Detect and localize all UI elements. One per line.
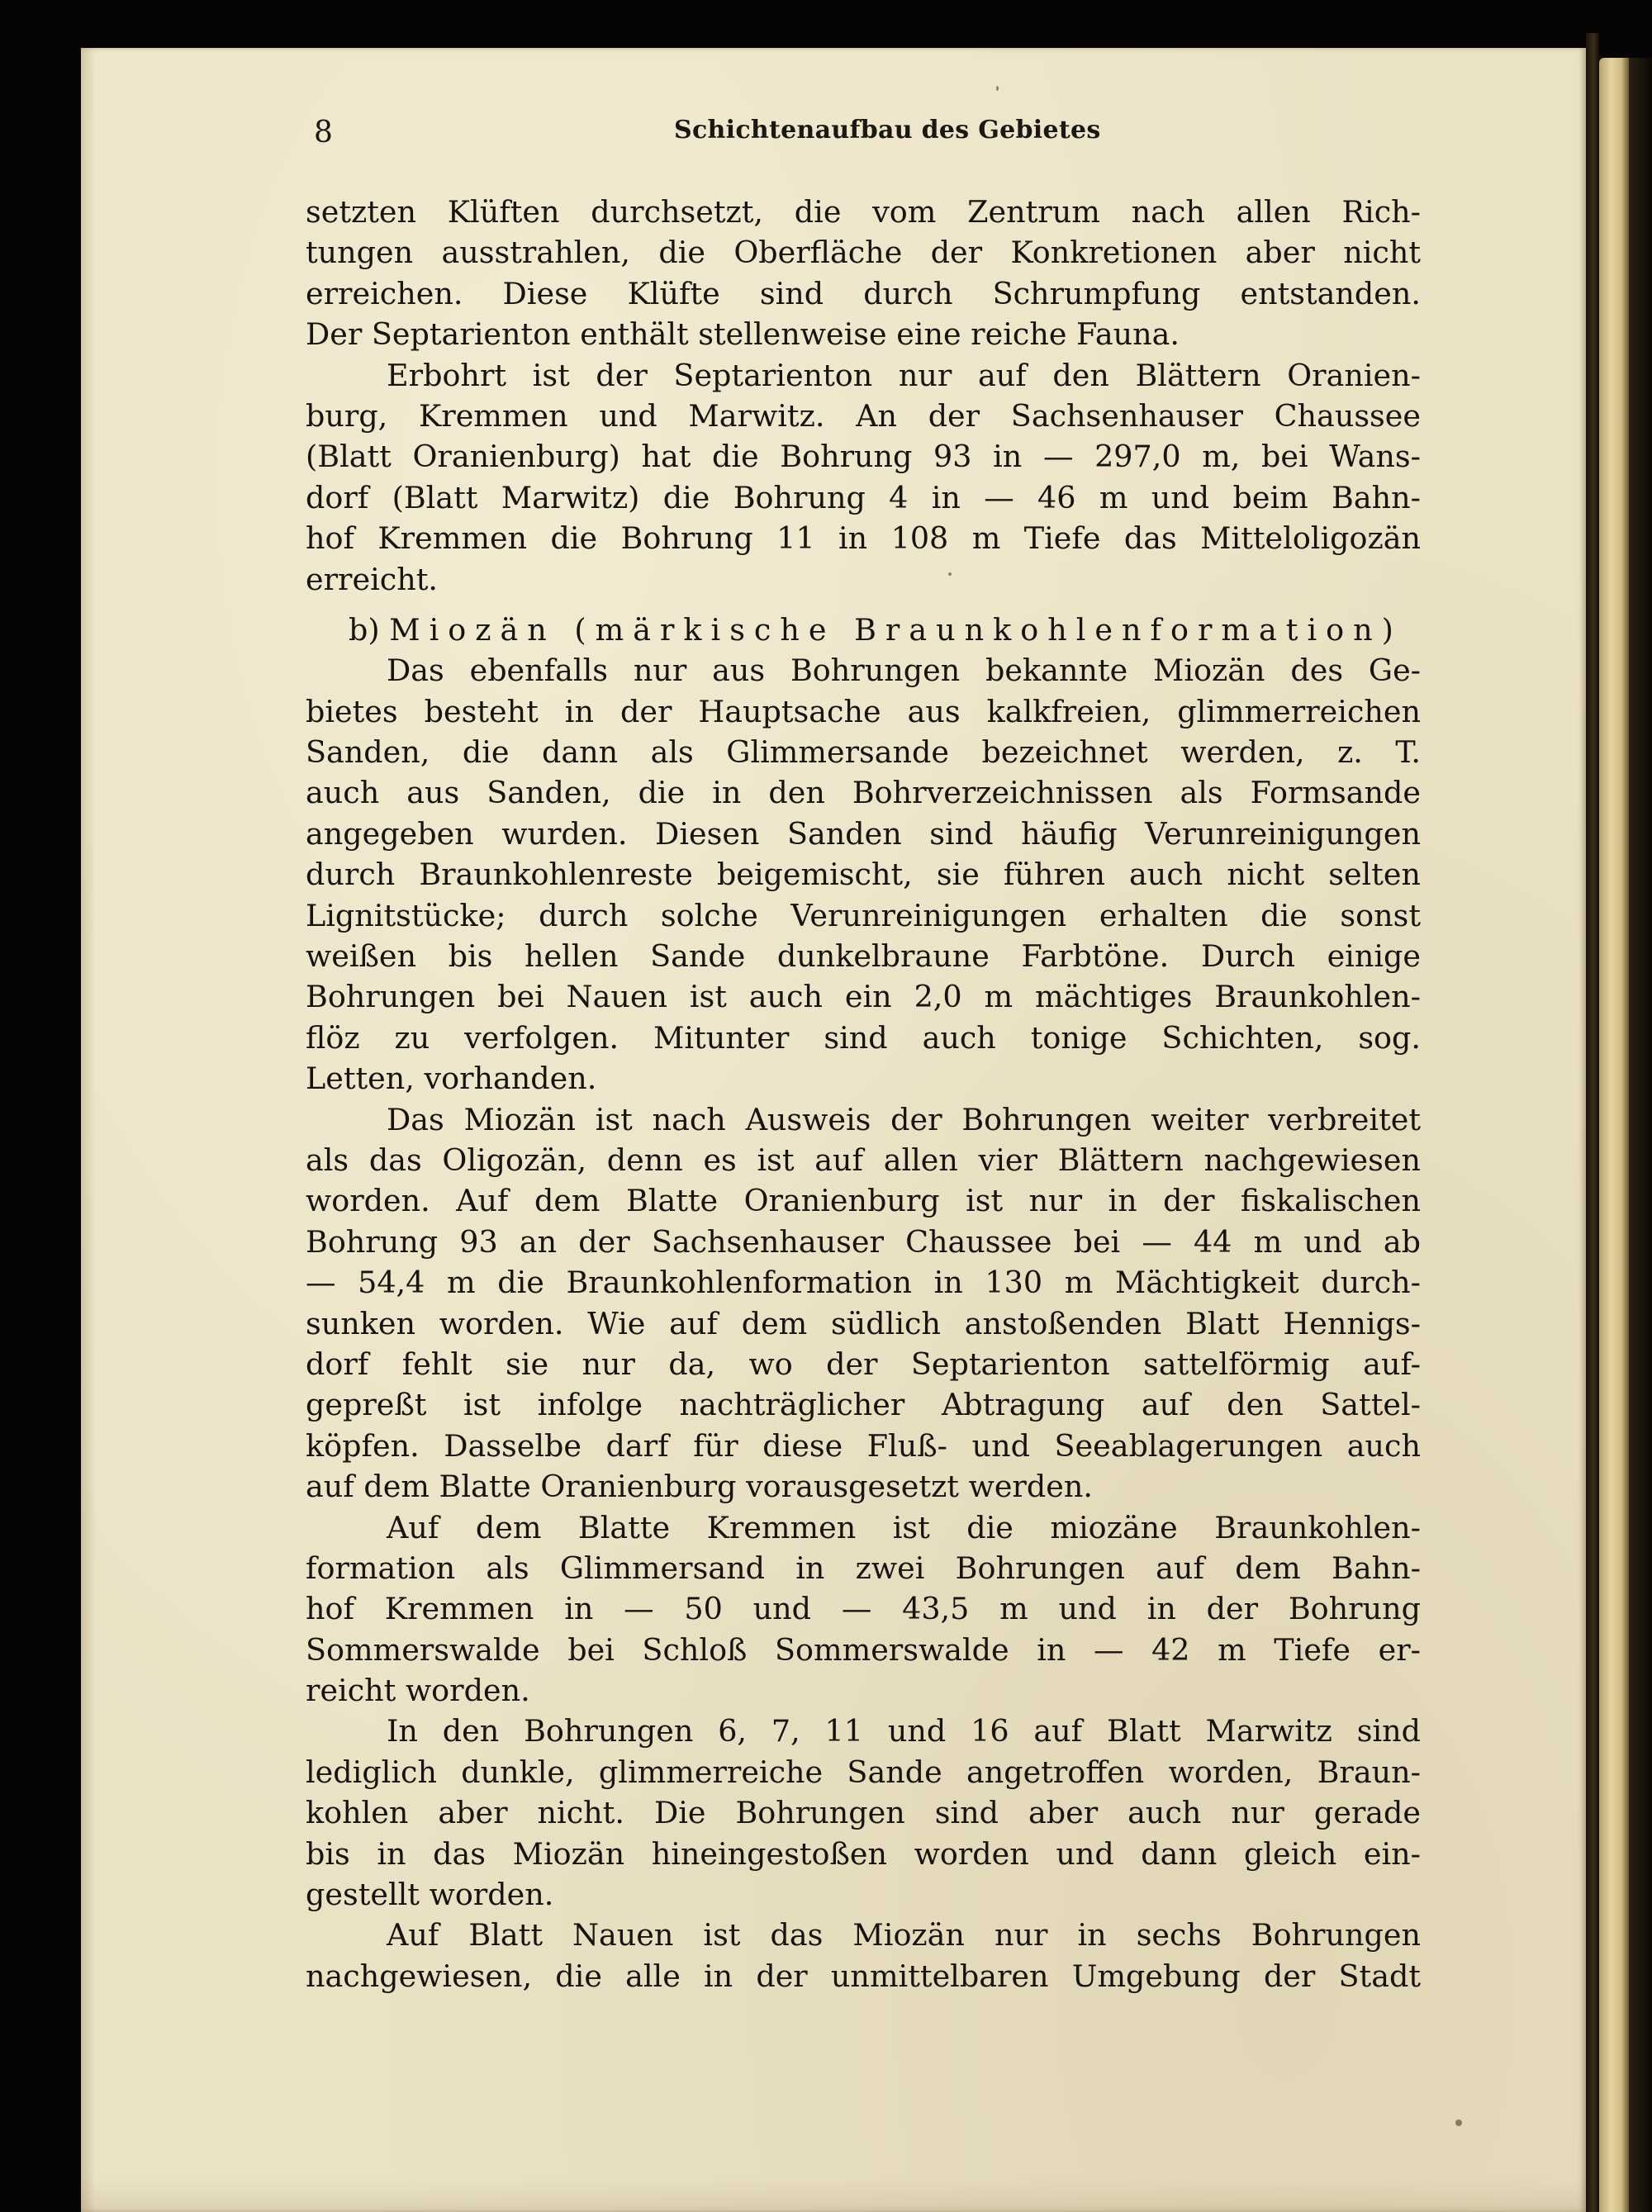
text-line: erreichen. Diese Klüfte sind durch Schrumpfung entstanden.	[306, 275, 1421, 311]
text-line: nachgewiesen, die alle in der unmittelbaren Umgebung der Stadt	[306, 1958, 1421, 1994]
text-line: auch aus Sanden, die in den Bohrverzeichnissen als Formsande	[306, 775, 1421, 811]
text-line: Auf Blatt Nauen ist das Miozän nur in sechs Bohrungen	[387, 1917, 1421, 1953]
heading-spaced-text: Miozän (märkische Braunkohlenformation)	[389, 611, 1403, 648]
text-line: burg, Kremmen und Marwitz. An der Sachsenhauser Chaussee	[306, 397, 1421, 434]
text-line: Erbohrt ist der Septarienton nur auf den Blättern Oranien-	[387, 357, 1421, 393]
text-line: Lignitstücke; durch solche Verunreinigungen erhalten die sonst	[306, 897, 1421, 933]
text-line: kohlen aber nicht. Die Bohrungen sind aber auch nur gerade	[306, 1795, 1421, 1831]
next-leaf-edge	[1599, 58, 1629, 2212]
text-line: In den Bohrungen 6, 7, 11 und 16 auf Blatt Marwitz sind	[387, 1713, 1421, 1749]
paragraph-septarienton-continued	[306, 192, 1421, 355]
text-line: (Blatt Oranienburg) hat die Bohrung 93 in — 297,0 m, bei Wans-	[306, 439, 1421, 475]
text-line: tungen ausstrahlen, die Oberfläche der Konkretionen aber nicht	[306, 235, 1421, 271]
text-line: flöz zu verfolgen. Mitunter sind auch tonige Schichten, sog.	[306, 1019, 1421, 1056]
text-line: worden. Auf dem Blatte Oranienburg ist nur in der fiskalischen	[306, 1183, 1421, 1219]
binding-gap	[1586, 33, 1599, 2212]
text-line: Auf dem Blatte Kremmen ist die miozäne Braunkohlen-	[387, 1509, 1421, 1545]
body-text	[306, 192, 1421, 1996]
page-number: 8	[314, 116, 333, 150]
text-line: gepreßt ist infolge nachträglicher Abtragung auf den Sattel-	[306, 1387, 1421, 1423]
text-line: formation als Glimmersand in zwei Bohrungen auf dem Bahn-	[306, 1550, 1421, 1586]
text-line: Bohrungen bei Nauen ist auch ein 2,0 m mächtiges Braunkohlen-	[306, 979, 1421, 1015]
text-line: Sommerswalde bei Schloß Sommerswalde in — 42 m Tiefe er-	[306, 1631, 1421, 1668]
paragraph-marwitz	[306, 1711, 1421, 1915]
heading-prefix: b)	[349, 611, 390, 648]
paragraph-erbohrt	[306, 355, 1421, 600]
section-heading	[306, 610, 1421, 650]
text-line: dorf (Blatt Marwitz) die Bohrung 4 in — 46 m und beim Bahn-	[306, 479, 1421, 515]
paragraph-nauen	[306, 1915, 1421, 1996]
text-line: als das Oligozän, denn es ist auf allen vier Blättern nachgewiesen	[306, 1142, 1421, 1178]
right-shadow	[1629, 58, 1652, 2212]
text-line: Das Miozän ist nach Ausweis der Bohrungen weiter verbreitet	[387, 1101, 1421, 1137]
text-line: durch Braunkohlenreste beigemischt, sie führen auch nicht selten	[306, 857, 1421, 893]
paragraph-verbreitung	[306, 1099, 1421, 1507]
text-line: hof Kremmen in — 50 und — 43,5 m und in der Bohrung	[306, 1591, 1421, 1627]
text-line: angegeben wurden. Diesen Sanden sind häufig Verunreinigungen	[306, 815, 1421, 852]
running-head: Schichtenaufbau des Gebietes	[674, 116, 1101, 145]
text-line: reicht worden.	[306, 1673, 530, 1709]
text-line: Letten, vorhanden.	[306, 1061, 597, 1097]
text-line: hof Kremmen die Bohrung 11 in 108 m Tiefe das Mitteloligozän	[306, 520, 1421, 557]
text-line: Der Septarienton enthält stellenweise eine reiche Fauna.	[306, 316, 1180, 353]
text-line: Bohrung 93 an der Sachsenhauser Chaussee bei — 44 m und ab	[306, 1223, 1421, 1260]
text-line: dorf fehlt sie nur da, wo der Septarienton sattelförmig auf-	[306, 1346, 1421, 1382]
text-line: sunken worden. Wie auf dem südlich anstoßenden Blatt Hennigs-	[306, 1305, 1421, 1341]
text-line: köpfen. Dasselbe darf für diese Fluß- und Seeablagerungen auch	[306, 1427, 1421, 1464]
text-line: lediglich dunkle, glimmerreiche Sande angetroffen worden, Braun-	[306, 1754, 1421, 1790]
text-line: setzten Klüften durchsetzt, die vom Zentrum nach allen Rich-	[306, 194, 1421, 230]
text-line: Sanden, die dann als Glimmersande bezeichnet werden, z. T.	[306, 734, 1421, 771]
text-line: erreicht.	[306, 561, 438, 597]
paper-speck	[996, 86, 999, 91]
text-line: weißen bis hellen Sande dunkelbraune Farbtöne. Durch einige	[306, 938, 1421, 975]
section-heading-miozaen	[306, 610, 1421, 650]
text-line: bietes besteht in der Hauptsache aus kalkfreien, glimmerreichen	[306, 693, 1421, 729]
text-line: bis in das Miozän hineingestoßen worden und dann gleich ein-	[306, 1835, 1421, 1872]
paragraph-kremmen	[306, 1507, 1421, 1711]
text-line: — 54,4 m die Braunkohlenformation in 130 m Mächtigkeit durch-	[306, 1265, 1421, 1301]
text-line: gestellt worden.	[306, 1877, 554, 1913]
paragraph-miozaen-description	[306, 650, 1421, 1099]
paper-speck	[1455, 2119, 1462, 2126]
text-line: auf dem Blatte Oranienburg vorausgesetzt werden.	[306, 1469, 1093, 1505]
text-line: Das ebenfalls nur aus Bohrungen bekannte Miozän des Ge-	[387, 653, 1421, 689]
